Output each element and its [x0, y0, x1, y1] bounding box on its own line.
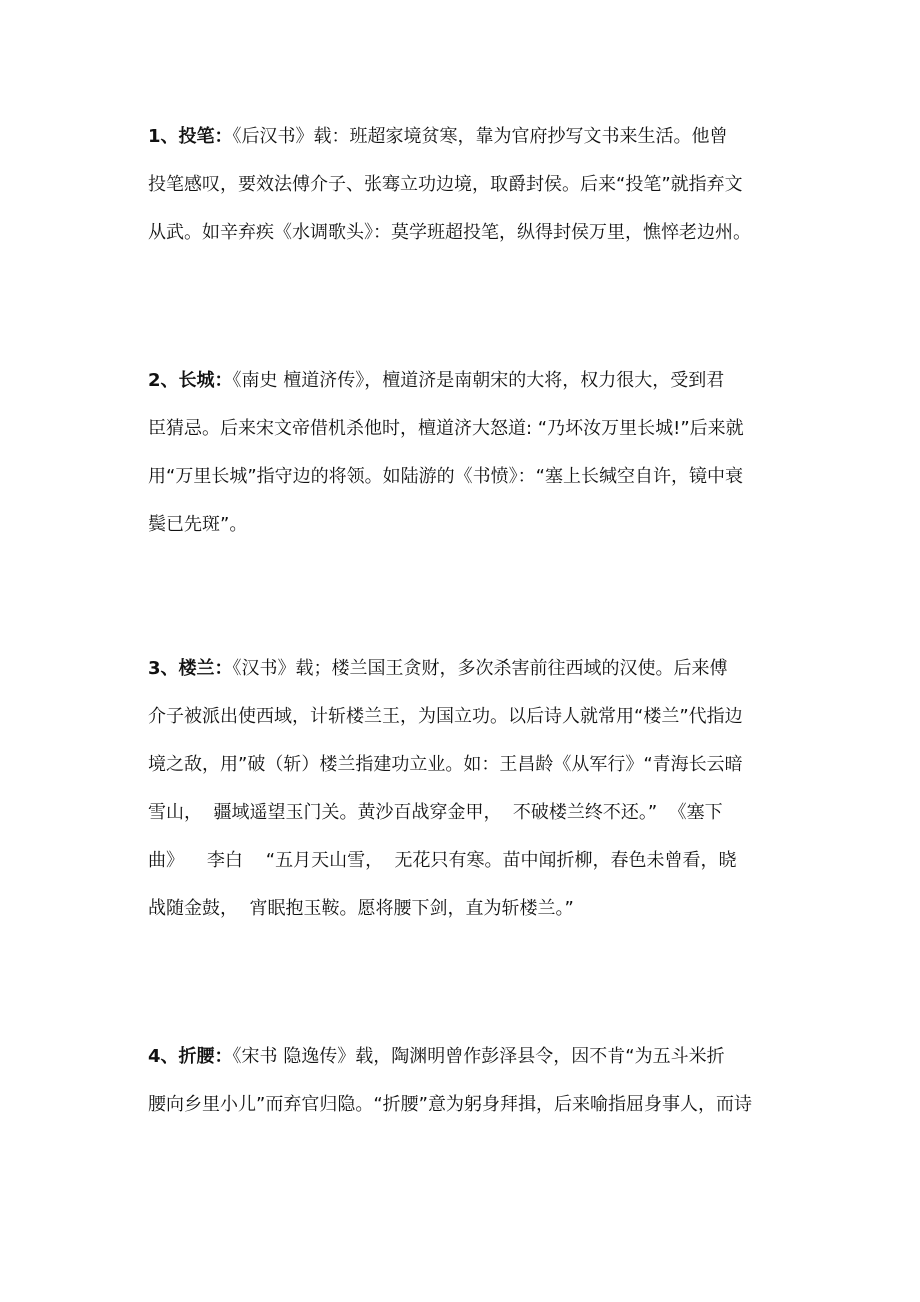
entry-line: 用“万里长城”指守边的将领。如陆游的《书愤》：“塞上长缄空自许，镜中衰: [148, 466, 743, 487]
entry-line: 境之敌，用”破（斩）楼兰指建功立业。如：王昌龄《从军行》“青海长云暗: [148, 754, 743, 775]
entry-line: 鬓已先斑”。: [148, 514, 248, 535]
entry-line: [148, 113, 788, 161]
entry-term: 折腰：: [178, 1046, 233, 1067]
entry-line: [148, 645, 788, 693]
entry-text: 《宋书 隐逸传》载，陶渊明曾作彭泽县令，因不肯“为五斗米折: [232, 1046, 725, 1067]
entry-line: 臣猜忌。后来宋文帝借机杀他时，檀道济大怒道: “乃坏汝万里长城!”后来就: [148, 418, 744, 439]
entry-term: 投笔：: [178, 126, 233, 147]
entry-line: [148, 357, 788, 405]
entry-number: 1、: [148, 126, 179, 147]
entry-text: 《汉书》载；楼兰国王贪财，多次杀害前往西域的汉使。后来傅: [232, 658, 728, 679]
entry-zheyao: [148, 1033, 788, 1129]
entry-number: 3、: [148, 658, 179, 679]
entry-changcheng: [148, 357, 788, 549]
entry-toubi: [148, 113, 788, 257]
entry-line: 雪山， 疆域遥望玉门关。黄沙百战穿金甲， 不破楼兰终不还。” 《塞下: [148, 802, 723, 823]
entry-line: 曲》 李白 “五月天山雪， 无花只有寒。苗中闻折柳，春色未曾看，晓: [148, 850, 737, 871]
entry-line: 从武。如辛弃疾《水调歌头》：莫学班超投笔，纵得封侯万里，憔悴老边州。: [148, 222, 751, 243]
entry-term: 楼兰：: [178, 658, 233, 679]
entry-line: 投笔感叹，要效法傅介子、张骞立功边境，取爵封侯。后来“投笔”就指弃文: [148, 174, 743, 195]
entry-number: 2、: [148, 370, 179, 391]
entry-line: 介子被派出使西域，计斩楼兰王，为国立功。以后诗人就常用“楼兰”代指边: [148, 706, 743, 727]
entry-line: 战随金鼓， 宵眠抱玉鞍。愿将腰下剑，直为斩楼兰。”: [148, 898, 574, 919]
entry-line: [148, 1033, 788, 1081]
entry-text: 《南史 檀道济传》，檀道济是南朝宋的大将，权力很大，受到君: [232, 370, 725, 391]
entry-text: 《后汉书》载：班超家境贫寒，靠为官府抄写文书来生活。他曾: [232, 126, 728, 147]
entry-loulan: [148, 645, 788, 933]
entry-number: 4、: [148, 1046, 179, 1067]
entry-line: 腰向乡里小儿”而弃官归隐。“折腰”意为躬身拜揖，后来喻指屈身事人，而诗: [148, 1094, 752, 1115]
entry-term: 长城：: [178, 370, 233, 391]
